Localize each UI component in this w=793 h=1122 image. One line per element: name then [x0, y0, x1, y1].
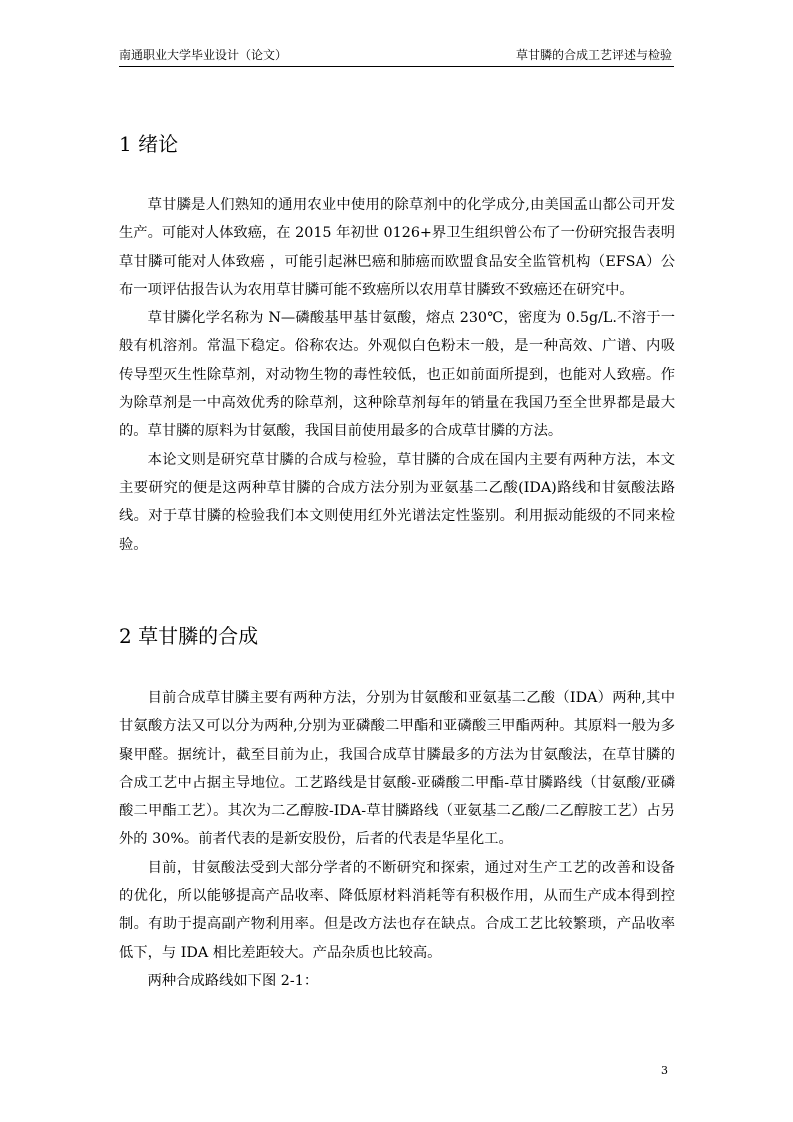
section-heading-synthesis: 2 草甘膦的合成	[119, 624, 259, 648]
paragraph: 目前合成草甘膦主要有两种方法，分别为甘氨酸和亚氨基二乙酸（IDA）两种,其中甘氨酸方法又可以分为两种,分别为亚磷酸二甲酯和亚磷酸三甲酯两种。其原料一般为多聚甲醛。据统计，截至目前为止，我国合成草甘膦最多的方法为甘氨酸法，在草甘膦的合成工艺中占据主导地位。工艺路线是甘氨酸-亚磷酸二甲酯-草甘膦路线（甘氨酸/亚磷酸二甲酯工艺）。其次为二乙醇胺-IDA-草甘膦路线（亚氨基二乙酸/二乙醇胺工艺）占另外的 30%。前者代表的是新安股份，后者的代表是华星化工。	[119, 690, 675, 848]
page-header	[119, 40, 674, 67]
section-synthesis-body	[119, 684, 675, 995]
section-heading-introduction: 1 绪论	[119, 132, 179, 156]
header-paper-title: 草甘膦的合成工艺评述与检验	[515, 48, 672, 62]
section-introduction-body	[119, 191, 675, 559]
header-thesis-title: 南通职业大学毕业设计（论文）	[119, 48, 288, 62]
paragraph: 草甘膦化学名称为 N—磷酸基甲基甘氨酸，熔点 230℃，密度为 0.5g/L.不溶于一般有机溶剂。常温下稳定。俗称农达。外观似白色粉末一般，是一种高效、广谱、内吸传导型灭生性除草剂，对动物生物的毒性较低，也正如前面所提到，也能对人致癌。作为除草剂是一中高效优秀的除草剂，这种除草剂每年的销量在我国乃至全世界都是最大的。草甘膦的原料为甘氨酸，我国目前使用最多的合成草甘膦的方法。	[119, 310, 675, 440]
page-number: 3	[661, 1064, 668, 1077]
paragraph: 本论文则是研究草甘膦的合成与检验，草甘膦的合成在国内主要有两种方法，本文主要研究的便是这两种草甘膦的合成方法分别为亚氨基二乙酸(IDA)路线和甘氨酸法路线。对于草甘膦的检验我们本文则使用红外光谱法定性鉴别。利用振动能级的不同来检验。	[119, 451, 675, 553]
paragraph: 目前，甘氨酸法受到大部分学者的不断研究和探索，通过对生产工艺的改善和设备的优化，所以能够提高产品收率、降低原材料消耗等有积极作用，从而生产成本得到控制。有助于提高副产物利用率。但是改方法也存在缺点。合成工艺比较繁琐，产品收率低下，与 IDA 相比差距较大。产品杂质也比较高。	[119, 859, 675, 961]
paragraph: 草甘膦是人们熟知的通用农业中使用的除草剂中的化学成分,由美国孟山都公司开发生产。可能对人体致癌，在 2015 年初世 0126+界卫生组织曾公布了一份研究报告表明草甘膦可能对人体致癌 ，可能引起淋巴癌和肺癌而欧盟食品安全监管机构（EFSA）公布一项评估报告认为农用草甘膦可能不致癌所以农用草甘膦致不致癌还在研究中。	[119, 197, 675, 298]
paragraph: 两种合成路线如下图 2-1：	[147, 972, 319, 989]
